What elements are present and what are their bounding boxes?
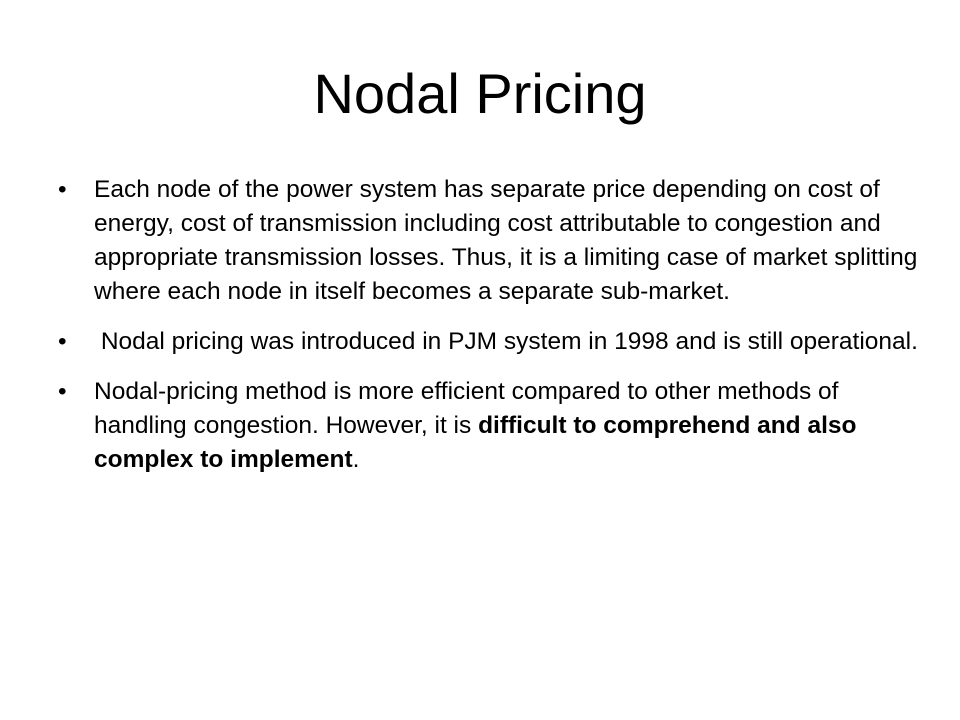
bullet-marker: • bbox=[58, 328, 67, 355]
bullet-text: Each node of the power system has separate price depending on cost of energy, cost of transmission including cost attributable to congestion and appropriate transmission losses. Thus, it is a limiting case of market splitting where each node in itself becomes a separate sub-market. bbox=[94, 176, 918, 305]
bullet-text-regular: Nodal-pricing method is more efficient compared to other methods of handling congestion. However, it is bbox=[94, 378, 839, 439]
bullet-marker: • bbox=[58, 176, 67, 203]
bullet-item bbox=[56, 325, 926, 359]
bullet-text: Nodal pricing was introduced in PJM system in 1998 and is still operational. bbox=[94, 328, 918, 355]
bullet-text-bold: difficult to comprehend and also complex to implement bbox=[94, 412, 857, 473]
bullet-marker: • bbox=[58, 378, 67, 405]
slide-title: Nodal Pricing bbox=[313, 62, 647, 125]
bullet-text bbox=[94, 378, 856, 473]
bullet-item bbox=[56, 375, 926, 477]
bullet-text-end: . bbox=[352, 446, 360, 473]
bullet-list bbox=[56, 173, 926, 493]
bullet-item bbox=[56, 173, 926, 309]
